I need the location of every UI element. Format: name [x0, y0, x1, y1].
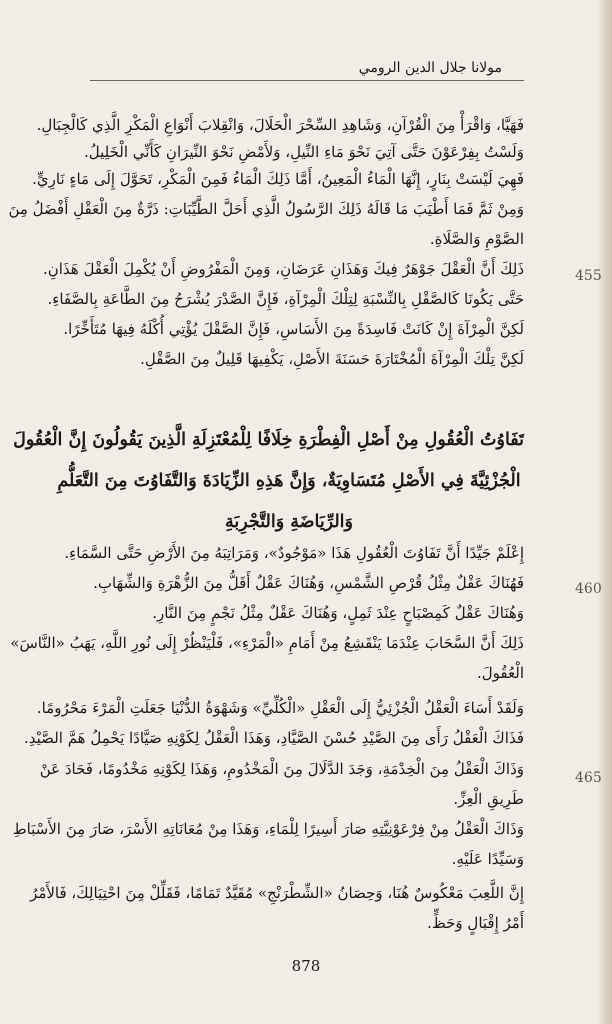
verse-line: طَرِيقِ الْعِزِّ. — [453, 790, 524, 808]
margin-verse-number: 455 — [575, 268, 602, 284]
running-header — [90, 58, 524, 81]
page-number: 878 — [291, 957, 321, 975]
verse-line: لَكِنَّ تِلْكَ الْمِرْآةَ الْمُخْتَارَةَ حَسَنَةَ الأَصْلِ، يَكْفِيهَا قَلِيلٌ مِنَ الصَّقْلِ. — [140, 350, 524, 368]
verse-line: إِعْلَمْ جَيِّدًا أَنَّ تَفَاوُتَ الْعُقُولِ هَذَا «مَوْجُودٌ»، وَمَرَاتِبَهُ مِنَ الأَرْضِ حَتَّى السَّمَاءِ. — [64, 544, 524, 562]
verse-line: ذَلِكَ أَنَّ السَّحَابَ عِنْدَمَا يَنْقَشِعُ مِنْ أَمَامِ «الْمَرْءِ»، فَلْيَنْظُرْ إِلَى نُورِ اللَّهِ، يَهَبُ «النَّاسَ» — [10, 634, 524, 652]
page-edge-shadow — [598, 0, 612, 1024]
section-heading — [13, 420, 524, 543]
verse-line: حَتَّى يَكُونَا كَالصَّقْلِ بِالنِّسْبَةِ لِتِلْكَ الْمِرْآةِ، فَإِنَّ الصَّدْرَ يُشْرَحُ مِنَ الطَّاعَةِ بِالصَّفَاءِ. — [47, 290, 524, 308]
verse-line: وَمِنْ ثَمَّ فَمَا أَطْيَبَ مَا قَالَهُ ذَلِكَ الرَّسُولُ الَّذِي أَحَلَّ الطَّيِّبَاتِ: ذَرَّةٌ مِنَ الْعَقْلِ أَفْضَلُ مِنَ — [8, 200, 524, 218]
verse-line: وَهُنَاكَ عَقْلٌ كَمِصْبَاحٍ عِنْدَ ثَمِلٍ، وَهُنَاكَ عَقْلٌ مِثْلُ نَجْمٍ مِنَ النَّارِ. — [152, 604, 524, 622]
verse-line: وَلَسْتُ بِفِرْعَوْنَ حَتَّى آتِيَ نَحْوَ مَاءِ النِّيلِ، وَلأَمْضِ نَحْوَ النِّيرَانِ كَأَنِّي الْخَلِيلُ. — [83, 143, 524, 161]
verse-line: ذَلِكَ أَنَّ الْعَقْلَ جَوْهَرٌ فِيكَ وَهَذَانِ عَرَضَانِ، وَمِنَ الْمَفْرُوضِ أَنْ يُكْمِلَ الْعَقْلَ هَذَانِ. — [42, 260, 524, 278]
verse-line: الْعُقُولَ. — [477, 664, 524, 682]
verse-line: وَلَقَدْ أَسَاءَ الْعَقْلُ الْجُزْئِيُّ إِلَى الْعَقْلِ «الْكُلِّيِّ» وَشَهْوَةُ الدُّنْيَا جَعَلَتِ الْمَرْءَ مَحْرُومًا. — [36, 699, 524, 717]
margin-verse-number: 460 — [575, 581, 602, 597]
margin-verse-number: 465 — [575, 770, 602, 786]
verse-line: إِنَّ اللَّعِبَ مَعْكُوسٌ هُنَا، وَحِصَانُ «الشِّطْرَنْجِ» مُقَيَّدٌ تَمَامًا، فَقَلِّلْ مِنَ احْتِيَالِكَ، فَالأَمْرُ — [30, 884, 524, 902]
verse-line: فَهُنَاكَ عَقْلٌ مِثْلُ قُرْصِ الشَّمْسِ، وَهُنَاكَ عَقْلٌ أَقَلُّ مِنَ الزُّهْرَةِ وَالشِّهَابِ. — [93, 574, 524, 592]
verse-line: فَهَيَّا، وَاقْرَأْ مِنَ الْقُرْآنِ، وَشَاهِدِ السِّحْرَ الْحَلَالَ، وَانْقِلابَ أَنْوَاعِ الْمَكْرِ الَّذِي كَالْجِبَالِ. — [36, 116, 524, 134]
section-heading-line: وَالرِّيَاضَةِ وَالتَّجْرِبَةِ — [225, 512, 353, 532]
verse-line: فَهِيَ لَيْسَتْ بِنَارٍ، إِنَّهَا الْمَاءُ الْمَعِينُ، أَمَّا ذَلِكَ الْمَاءُ فَمِنَ الْمَكْرِ، تَحَوَّلَ إِلَى مَاءٍ نَارِيٍّ. — [32, 170, 524, 188]
section-heading-line: تَفَاوُتُ الْعُقُولِ مِنْ أَصْلِ الْفِطْرَةِ خِلَافًا لِلْمُعْتَزِلَةِ الَّذِينَ يَقُولُونَ إِنَّ الْعُقُولَ — [13, 430, 524, 450]
verse-line: وَذَاكَ الْعَقْلُ مِنْ فِرْعَوْنِيَّتِهِ صَارَ أَسِيرًا لِلْمَاءِ، وَهَذَا مِنْ مُعَانَاتِهِ الأَسْرَ، صَارَ مِنَ الأَسْبَاطِ — [12, 820, 524, 838]
verse-line: لَكِنَّ الْمِرْآةَ إِنْ كَانَتْ فَاسِدَةً مِنَ الأَسَاسِ، فَإِنَّ الصَّقْلَ يُؤْتِي أُكْلَهُ فِيهَا مُتَأَخِّرًا. — [63, 320, 524, 338]
verse-line: فَذَاكَ الْعَقْلُ رَأَى مِنَ الصَّيْدِ حُسْنَ الصَّيَّادِ، وَهَذَا الْعَقْلُ لِكَوْنِهِ صَيَّادًا يَحْمِلُ هَمَّ الصَّيْدِ. — [24, 729, 524, 747]
section-heading-line: الْجُزْئِيَّةَ فِي الأَصْلِ مُتَسَاوِيَةٌ، وَإِنَّ هَذِهِ الزِّيَادَةَ وَالتَّفَاوُتَ مِنَ التَّعَلُّمِ — [57, 471, 521, 491]
verse-line: أَمْرُ إِقْبَالٍ وَحَظٍّ. — [427, 914, 524, 932]
verse-line: الصَّوْمِ وَالصَّلَاةِ. — [429, 230, 524, 248]
running-head-title: مولانا جلال الدين الرومي — [358, 60, 502, 76]
verse-line: وَذَاكَ الْعَقْلُ مِنَ الْخِدْمَةِ، وَجَدَ الدَّلَالَ مِنَ الْمَخْدُومِ، وَهَذَا لِكَوْنِهِ مَخْدُومًا، فَحَادَ عَنْ — [39, 760, 524, 778]
verse-line: وَسَيِّدًا عَلَيْهِ. — [451, 850, 524, 868]
